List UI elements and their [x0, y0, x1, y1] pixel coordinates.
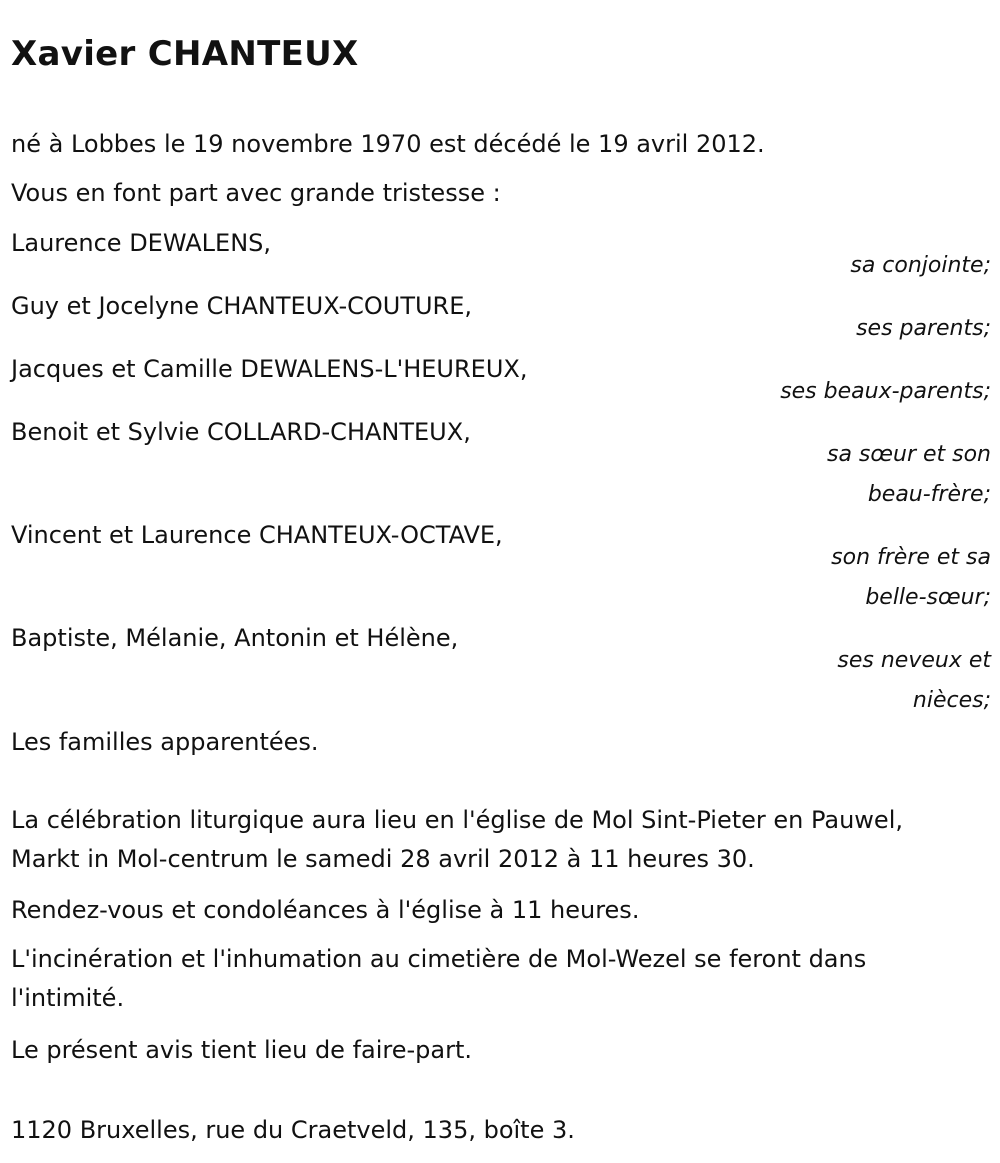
birth-death-line: né à Lobbes le 19 novembre 1970 est décédé le 19 avril 2012.	[11, 130, 765, 158]
cremation-paragraph: L'incinération et l'inhumation au cimetière de Mol-Wezel se feront dans l'intimité.	[11, 945, 867, 1012]
family-member-role: sa conjointe;	[850, 253, 991, 278]
faire-part-line: Le présent avis tient lieu de faire-part.	[11, 1036, 473, 1064]
relatives-line: Les familles apparentées.	[11, 728, 319, 756]
family-member-name: Vincent et Laurence CHANTEUX-OCTAVE,	[11, 521, 503, 549]
address-line: 1120 Bruxelles, rue du Craetveld, 135, boîte 3.	[11, 1116, 575, 1144]
family-member-name: Baptiste, Mélanie, Antonin et Hélène,	[11, 624, 459, 652]
family-member-role: ses beaux-parents;	[780, 379, 991, 404]
family-member-name: Guy et Jocelyne CHANTEUX-COUTURE,	[11, 292, 473, 320]
family-member-name: Jacques et Camille DEWALENS-L'HEUREUX,	[11, 355, 528, 383]
family-member-role: sa sœur et son beau-frère;	[826, 442, 991, 507]
family-member-role: son frère et sa belle-sœur;	[831, 545, 991, 610]
announcement-line: Vous en font part avec grande tristesse :	[11, 179, 501, 207]
deceased-name-title: Xavier CHANTEUX	[11, 34, 359, 74]
meeting-line: Rendez-vous et condoléances à l'église à 11 heures.	[11, 896, 640, 924]
family-member-name: Benoit et Sylvie COLLARD-CHANTEUX,	[11, 418, 471, 446]
ceremony-paragraph: La célébration liturgique aura lieu en l'église de Mol Sint-Pieter en Pauwel, Markt in Mol-centrum le samedi 28 avril 2012 à 11 heures 30.	[11, 806, 903, 873]
family-member-role: ses neveux et nièces;	[837, 648, 991, 713]
family-member-name: Laurence DEWALENS,	[11, 229, 272, 257]
family-member-role: ses parents;	[856, 316, 991, 341]
